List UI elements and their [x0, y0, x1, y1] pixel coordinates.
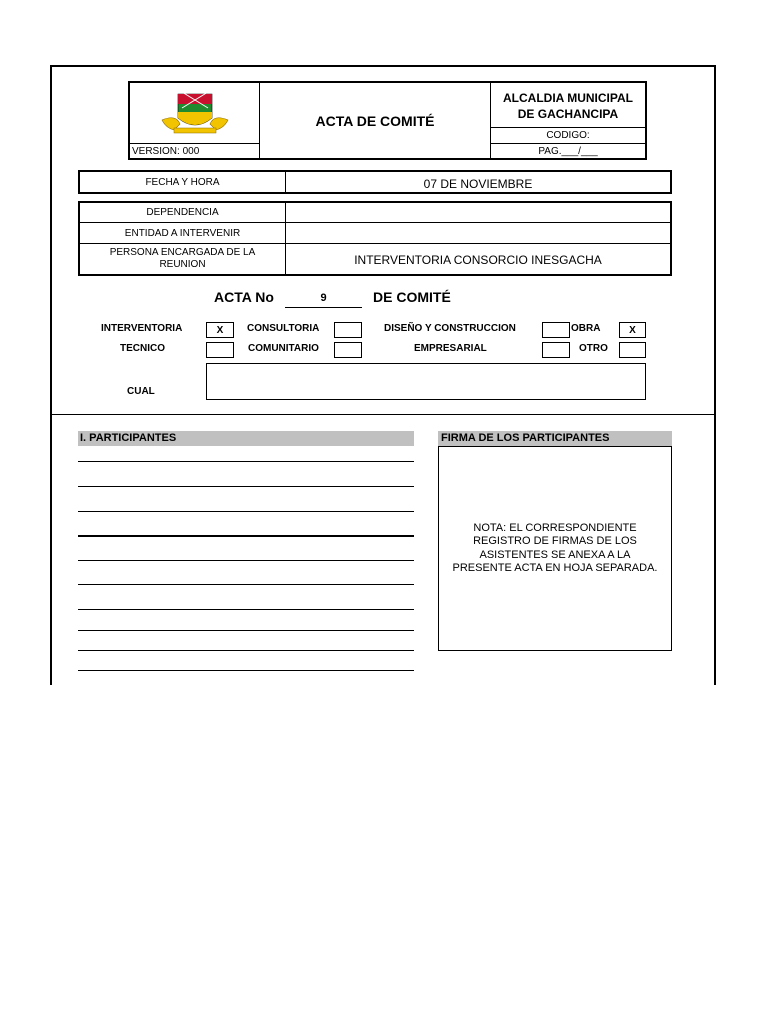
- tecnico-checkbox[interactable]: [206, 342, 234, 358]
- fecha-value[interactable]: 07 DE NOVIEMBRE: [423, 177, 533, 191]
- page-title: ACTA DE COMITÉ: [315, 112, 435, 129]
- section-divider: [50, 414, 716, 415]
- persona-value[interactable]: INTERVENTORIA CONSORCIO INESGACHA: [354, 253, 602, 267]
- organization-name: [491, 85, 645, 127]
- acta-number-label: ACTA No: [214, 289, 274, 305]
- acta-number-field[interactable]: 9: [285, 290, 362, 308]
- participant-line[interactable]: [78, 560, 414, 561]
- participant-line[interactable]: [78, 511, 414, 512]
- otro-label: OTRO: [579, 343, 608, 354]
- persona-label: [80, 244, 285, 274]
- cual-label: CUAL: [127, 386, 155, 397]
- otro-checkbox[interactable]: [619, 342, 646, 358]
- comunitario-label: COMUNITARIO: [248, 343, 319, 354]
- municipal-logo: [130, 83, 259, 143]
- persona-label-line: REUNION: [159, 259, 206, 270]
- fecha-row: [78, 170, 672, 194]
- diseno-checkbox[interactable]: [542, 322, 570, 338]
- nota-line: NOTA: EL CORRESPONDIENTE: [473, 521, 637, 534]
- fecha-label: FECHA Y HORA: [145, 176, 220, 188]
- dependencia-value[interactable]: [286, 203, 670, 222]
- nota-line: PRESENTE ACTA EN HOJA SEPARADA.: [452, 562, 658, 574]
- cual-field[interactable]: [206, 363, 646, 400]
- participant-line[interactable]: [78, 609, 414, 610]
- participant-line[interactable]: [78, 535, 414, 537]
- diseno-label: DISEÑO Y CONSTRUCCION: [384, 323, 516, 334]
- participant-line[interactable]: [78, 630, 414, 631]
- info-table: [78, 201, 672, 276]
- empresarial-checkbox[interactable]: [542, 342, 570, 358]
- entidad-label: ENTIDAD A INTERVENIR: [124, 227, 241, 239]
- consultoria-checkbox[interactable]: [334, 322, 362, 338]
- persona-label-line: PERSONA ENCARGADA DE LA: [109, 247, 256, 258]
- interventoria-checkbox[interactable]: X: [206, 322, 234, 338]
- codigo-field: CODIGO:: [546, 130, 590, 141]
- empresarial-label: EMPRESARIAL: [414, 343, 487, 354]
- participant-line[interactable]: [78, 670, 414, 671]
- organization-line: ALCALDIA MUNICIPAL: [503, 91, 633, 105]
- nota-line: ASISTENTES SE ANEXA A LA: [479, 548, 631, 561]
- firma-note-box: [438, 446, 672, 651]
- page-number-field: PAG.___/___: [538, 145, 598, 157]
- acta-suffix-label: DE COMITÉ: [373, 289, 451, 305]
- header-block: [128, 81, 647, 160]
- obra-checkbox[interactable]: X: [619, 322, 646, 338]
- comunitario-checkbox[interactable]: [334, 342, 362, 358]
- firma-section-title: FIRMA DE LOS PARTICIPANTES: [438, 431, 672, 446]
- participant-line[interactable]: [78, 650, 414, 651]
- participant-line[interactable]: [78, 584, 414, 585]
- version-label: VERSION: 000: [132, 145, 200, 157]
- nota-line: REGISTRO DE FIRMAS DE LOS: [473, 535, 637, 547]
- interventoria-label: INTERVENTORIA: [101, 323, 183, 334]
- tecnico-label: TECNICO: [120, 343, 165, 354]
- organization-line: DE GACHANCIPA: [517, 107, 619, 121]
- participant-line[interactable]: [78, 461, 414, 462]
- consultoria-label: CONSULTORIA: [247, 323, 320, 334]
- participant-line[interactable]: [78, 486, 414, 487]
- participantes-section-title: I. PARTICIPANTES: [78, 431, 414, 446]
- obra-label: OBRA: [571, 323, 601, 334]
- dependencia-label: DEPENDENCIA: [146, 207, 219, 218]
- coat-of-arms-icon: [156, 88, 234, 138]
- entidad-value[interactable]: [286, 223, 670, 243]
